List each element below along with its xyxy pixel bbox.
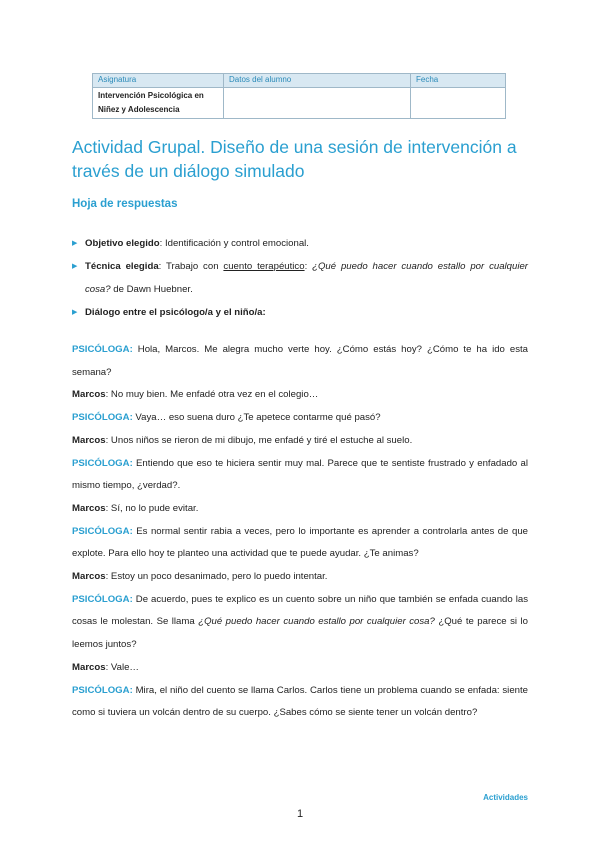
technique-link[interactable]: cuento terapéutico: [223, 261, 305, 272]
header-col-subject: Asignatura: [93, 74, 224, 88]
speaker-psychologist: PSICÓLOGA:: [72, 593, 133, 605]
speaker-psychologist: PSICÓLOGA:: [72, 412, 133, 424]
speaker-psychologist: PSICÓLOGA:: [72, 525, 133, 537]
student-value: [224, 88, 411, 119]
dialog-text: Hola, Marcos. Me alegra mucho verte hoy. ¿Cómo estás hoy? ¿Cómo te ha ido esta semana?: [72, 344, 528, 378]
dialog-line: [72, 521, 528, 566]
triangle-bullet-icon: ▶: [72, 309, 78, 316]
bullet-list: [72, 232, 528, 324]
dialog-text: : Sí, no lo pude evitar.: [105, 502, 199, 514]
dialog-text: : No muy bien. Me enfadé otra vez en el colegio…: [105, 389, 319, 401]
objective-value: : Identificación y control emocional.: [159, 238, 309, 249]
dialog-text: Es normal sentir rabia a veces, pero lo importante es aprender a controlarla antes de que explote. Para ello hoy te planteo una actividad que te puede ayudar. ¿Te animas?: [72, 525, 528, 560]
page-subtitle: Hoja de respuestas: [72, 198, 178, 210]
dialog-text: Vaya… eso suena duro ¿Te apetece contarme qué pasó?: [132, 412, 381, 424]
speaker-psychologist: PSICÓLOGA:: [72, 344, 133, 355]
speaker-psychologist: PSICÓLOGA:: [72, 457, 133, 469]
triangle-bullet-icon: ▶: [72, 240, 78, 247]
speaker-child: Marcos: [72, 502, 106, 514]
date-value: [411, 88, 506, 119]
dialog-line: [72, 657, 528, 680]
footer-label: Actividades: [483, 793, 528, 802]
speaker-child: Marcos: [72, 434, 106, 446]
triangle-bullet-icon: ▶: [72, 263, 78, 270]
bullet-dialog: [72, 301, 528, 324]
bullet-technique: [72, 255, 528, 301]
header-table: [92, 73, 506, 119]
dialog-line: [72, 339, 528, 384]
dialog-book-title: ¿Qué puedo hacer cuando estallo por cualquier cosa?: [198, 616, 435, 628]
dialog-line: [72, 498, 528, 521]
speaker-child: Marcos: [72, 389, 106, 401]
dialog-line: [72, 566, 528, 589]
subject-value: Intervención Psicológica en Niñez y Adolescencia: [93, 88, 224, 119]
speaker-psychologist: PSICÓLOGA:: [72, 684, 133, 696]
dialog-text: : Unos niños se rieron de mi dibujo, me enfadé y tiré el estuche al suelo.: [105, 434, 413, 446]
dialog-line: [72, 680, 528, 725]
header-col-date: Fecha: [411, 74, 506, 88]
speaker-child: Marcos: [72, 661, 106, 673]
technique-post: de Dawn Huebner.: [110, 284, 193, 295]
dialog-text: ¿Qué te parece si lo leemos juntos?: [72, 616, 528, 651]
dialog-text: : Vale…: [105, 661, 140, 673]
dialog-line: [72, 589, 528, 657]
objective-label: Objetivo elegido: [85, 238, 160, 249]
speaker-child: Marcos: [72, 571, 106, 583]
dialog-label: Diálogo entre el psicólogo/a y el niño/a:: [85, 307, 266, 318]
technique-label: Técnica elegida: [85, 261, 159, 272]
dialog-line: [72, 407, 528, 430]
technique-book-title: ¿Qué puedo hacer cuando estallo por cualquier cosa?: [85, 261, 528, 295]
dialog-line: [72, 384, 528, 407]
technique-mid: :: [304, 261, 313, 272]
dialog-text: Mira, el niño del cuento se llama Carlos. Carlos tiene un problema cuando se enfada: siente como si tuviera un volcán dentro de su cuerpo. ¿Sabes cómo se siente tener un volcán dentro?: [72, 684, 528, 719]
header-col-student: Datos del alumno: [224, 74, 411, 88]
page-title: Actividad Grupal. Diseño de una sesión de intervención a través de un diálogo simulado: [72, 137, 517, 181]
dialog-text: De acuerdo, pues te explico es un cuento sobre un niño que también se enfada cuando las cosas le molestan. Se llama: [72, 593, 528, 628]
dialog-section: [72, 339, 528, 725]
dialog-text: : Estoy un poco desanimado, pero lo puedo intentar.: [105, 571, 328, 583]
page-number: 1: [296, 808, 304, 820]
dialog-text: Entiendo que eso te hiciera sentir muy mal. Parece que te sentiste frustrado y enfadado al mismo tiempo, ¿verdad?.: [72, 457, 528, 492]
dialog-line: [72, 453, 528, 498]
bullet-objective: [72, 232, 528, 255]
technique-pre: : Trabajo con: [158, 261, 224, 272]
dialog-line: [72, 430, 528, 453]
